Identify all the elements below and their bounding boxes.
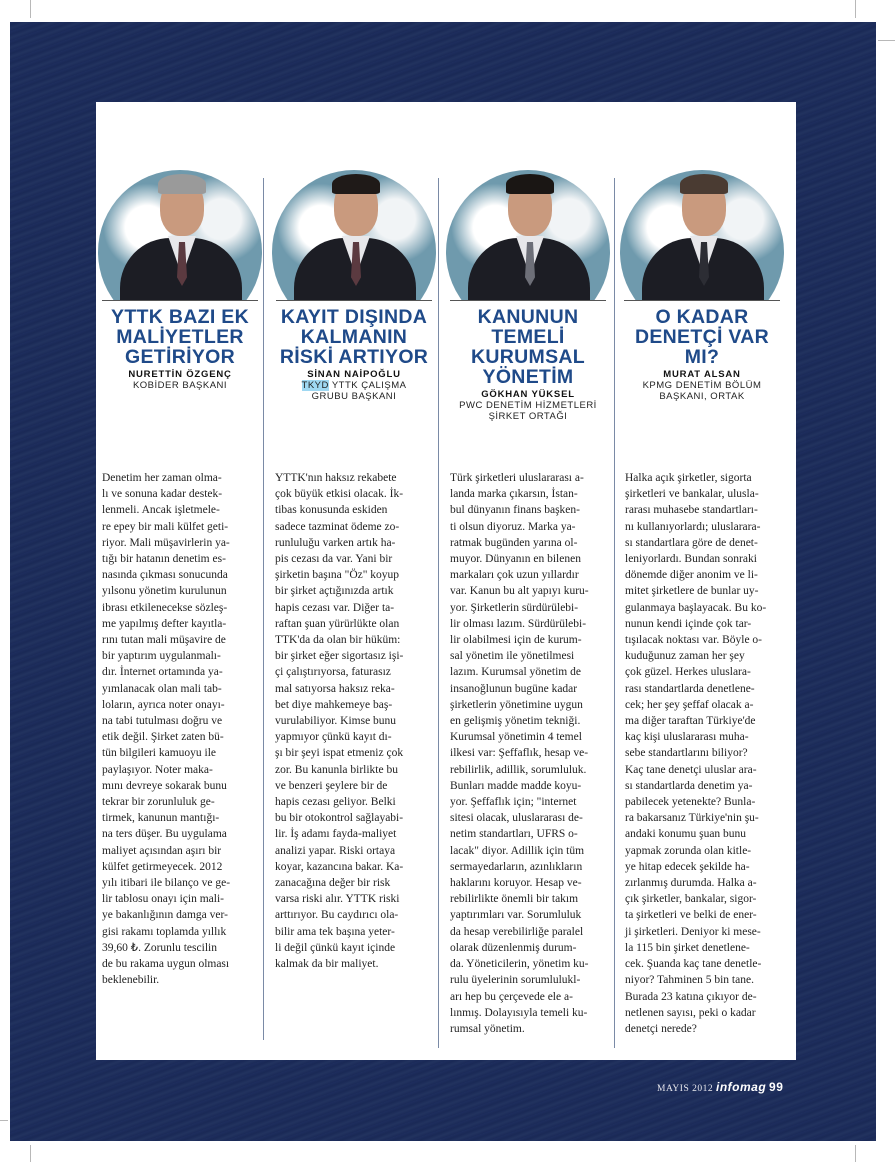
author-role: PWC DENETİM HİZMETLERİ ŞİRKET ORTAĞI xyxy=(459,400,597,422)
highlighted-acronym: TKYD xyxy=(301,380,329,391)
crop-mark xyxy=(0,1120,8,1121)
crop-mark xyxy=(30,1145,31,1162)
crop-mark xyxy=(855,0,856,18)
column-body: Türk şirketleri uluslararası a- landa marka çıkarsın, İstan- bul dünyanın finans başken- ti olsun diyoruz. Marka ya- ratmak bugünden yarına ol- muyor. Dünyanın en bilenen markaları çok uzun yıllardır var. Kanun bu alt yapıyı kuru- yor. Şirketlerin sürdürülebi- lir olması lazım. Sürdürülebi- lir olabilmesi için de kurum- sal yönetim ile yönetilmesi lazım. Kurumsal yönetim de insanoğlunun bugüne kadar şirketlerin yönetimine uygun en gelişmiş yönetim tekniği. Kurumsal yönetimin 4 temel ilkesi var: Şeffaflık, hesap ve- rebilirlik, adillik, sorumluluk. Bunları madde madde koyu- yor. Şeffaflık için; "internet sitesi olacak, uluslararası de- netim standartları, UFRS o- lacak" diyor. Adillik için tüm sermayedarların, azınlıkların haklarını koruyor. Hesap ve- rebilirlikte önemli bir takım yaptırımları var. Sorumluluk da hesap verebilirliğe paralel olarak düzenlenmiş durum- da. Yöneticilerin, yönetim ku- rulu üyelerinin sorumlulukl- arı hep bu çerçevede ele a- lınmış. Dolayısıyla temeli ku- rumsal yönetim. xyxy=(450,472,589,1035)
portrait-photo xyxy=(620,170,784,300)
author-name: GÖKHAN YÜKSEL xyxy=(481,389,575,400)
person-figure xyxy=(446,170,610,300)
photo-rule xyxy=(102,300,258,301)
author-role: KOBİDER BAŞKANI xyxy=(132,380,228,391)
photo-rule xyxy=(450,300,606,301)
opinion-column xyxy=(444,170,612,422)
person-figure xyxy=(620,170,784,300)
column-headline: O KADAR DENETÇİ VAR MI? xyxy=(634,306,770,368)
photo-rule xyxy=(624,300,780,301)
author-name: NURETTİN ÖZGENÇ xyxy=(128,369,232,380)
portrait-photo xyxy=(446,170,610,300)
portrait-photo xyxy=(272,170,436,300)
column-body: Halka açık şirketler, sigorta şirketleri ve bankalar, ulusla- rarası muhasebe standartları- nı kullanıyorlardı; uluslarara- sı standartlara göre de denet- leniyorlardı. Bundan sonraki dönemde diğer anonim ve li- mitet şirketlere de bunlar uy- gulanmaya başlayacak. Bu ko- nunun kendi içinde çok tar- tışılacak noktası var. Böyle o- kuduğunuz zaman her şey çok güzel. Herkes uluslara- rası standartlarda denetlene- cek; her şey şeffaf olacak a- ma diğer taraftan Türkiye'de kaç kişi uluslararası muha- sebe standartlarını biliyor? Kaç tane denetçi uluslar ara- sı standartlarda denetim ya- pabilecek yetenekte? Bunla- ra bakarsanız Türkiye'nin şu- andaki konumu şuan bunu yapmak zorunda olan kitle- ye hitap edecek şekilde ha- zırlanmış durumda. Halka a- çık şirketler, bankalar, sigor- ta şirketleri ve belki de ener- ji şirketleri. Deniyor ki mese- la 115 bin şirket denetlene- cek. Şuanda kaç tane denetle- niyor? Tahminen 5 bin tane. Burada 23 katına çıkıyor de- netlenen sayısı, peki o kadar denetçi nerede? xyxy=(625,472,767,1035)
crop-mark xyxy=(878,40,895,41)
column-divider xyxy=(614,178,615,1048)
person-figure xyxy=(272,170,436,300)
photo-rule xyxy=(276,300,432,301)
opinion-column xyxy=(96,170,264,391)
column-headline: YTTK BAZI EK MALİYETLER GETİRİYOR xyxy=(111,306,249,368)
author-name: SİNAN NAİPOĞLU xyxy=(307,369,401,380)
opinion-column xyxy=(618,170,786,402)
opinion-column xyxy=(270,170,438,402)
page-number: 99 xyxy=(769,1080,784,1094)
crop-mark xyxy=(30,0,31,18)
crop-mark xyxy=(855,1145,856,1162)
portrait-photo xyxy=(98,170,262,300)
page-folio xyxy=(657,1080,783,1094)
column-headline: KANUNUN TEMELİ KURUMSAL YÖNETİM xyxy=(471,306,585,388)
magazine-brand: infomag xyxy=(716,1080,767,1094)
column-body: Denetim her zaman olma- lı ve sonuna kadar destek- lenmeli. Ancak işletmele- re epey bir mali külfet geti- riyor. Mali müşavirlerin ya- tığı bir hatanın denetim es- nasında çıkması sonucunda yılsonu yönetim kurulunun ibrası etkilenecekse sözleş- me yapılmış defter kayıtla- rını tutan mali müşavire de bir yaptırım uygulanmalı- dır. İnternet ortamında ya- yımlanacak olan mali tab- loların, ayrıca noter onayı- na tabi tutulması doğru ve etik değil. Şirket zaten bü- tün bilgileri kamuoyu ile paylaşıyor. Noter maka- mını devreye sokarak bunu tekrar bir zorunluluk ge- tirmek, kanunun mantığı- na ters düşer. Bu uygulama maliyet açısından aşırı bir külfet getirmeyecek. 2012 yılı itibari ile bilanço ve ge- lir tablosu onayı için mali- ye bakanlığının damga ver- gisi rakamı toplamda yıllık 39,60 ₺. Zorunlu tescilin de bu rakama uygun olması beklenebilir. xyxy=(102,472,231,987)
author-name: MURAT ALSAN xyxy=(663,369,741,380)
column-divider xyxy=(438,178,439,1048)
folio-date: MAYIS 2012 xyxy=(657,1084,714,1094)
author-role: KPMG DENETİM BÖLÜM BAŞKANI, ORTAK xyxy=(642,380,762,402)
column-body: YTTK'nın haksız rekabete çok büyük etkisi olacak. İk- tibas konusunda eskiden sadece tazminat ödeme zo- runluluğu varken artık ha- pis cezası da var. Yani bir şirketin başına "Öz" koyup bir şirket açtığınızda artık hapis cezası var. Diğer ta- raftan şuan yürürlükte olan TTK'da da olan bir hüküm: bir şirket eğer sigortasız işi- çi çalıştırıyorsa, faturasız mal satıyorsa haksız reka- bet diye mahkemeye baş- vurulabiliyor. Kimse bunu yapmıyor çünkü kayıt dı- şı bir şeyi ispat etmeniz çok zor. Bu kanunla birlikte bu ve benzeri şeylere bir de hapis cezası geliyor. Belki bu bir otokontrol sağlayabi- lir. İş adamı fayda-maliyet analizi yapar. Riski ortaya koyar, kazancına bakar. Ka- zanacağına değer bir risk varsa riski alır. YTTK riski arttırıyor. Bu caydırıcı ola- bilir ama tek başına yeter- li değil çünkü kayıt içinde kalmak da bir maliyet. xyxy=(275,472,404,971)
person-figure xyxy=(98,170,262,300)
column-headline: KAYIT DIŞINDA KALMANIN RİSKİ ARTIYOR xyxy=(279,306,429,368)
author-role: TKYD YTTK ÇALIŞMA GRUBU BAŞKANI xyxy=(301,380,407,402)
